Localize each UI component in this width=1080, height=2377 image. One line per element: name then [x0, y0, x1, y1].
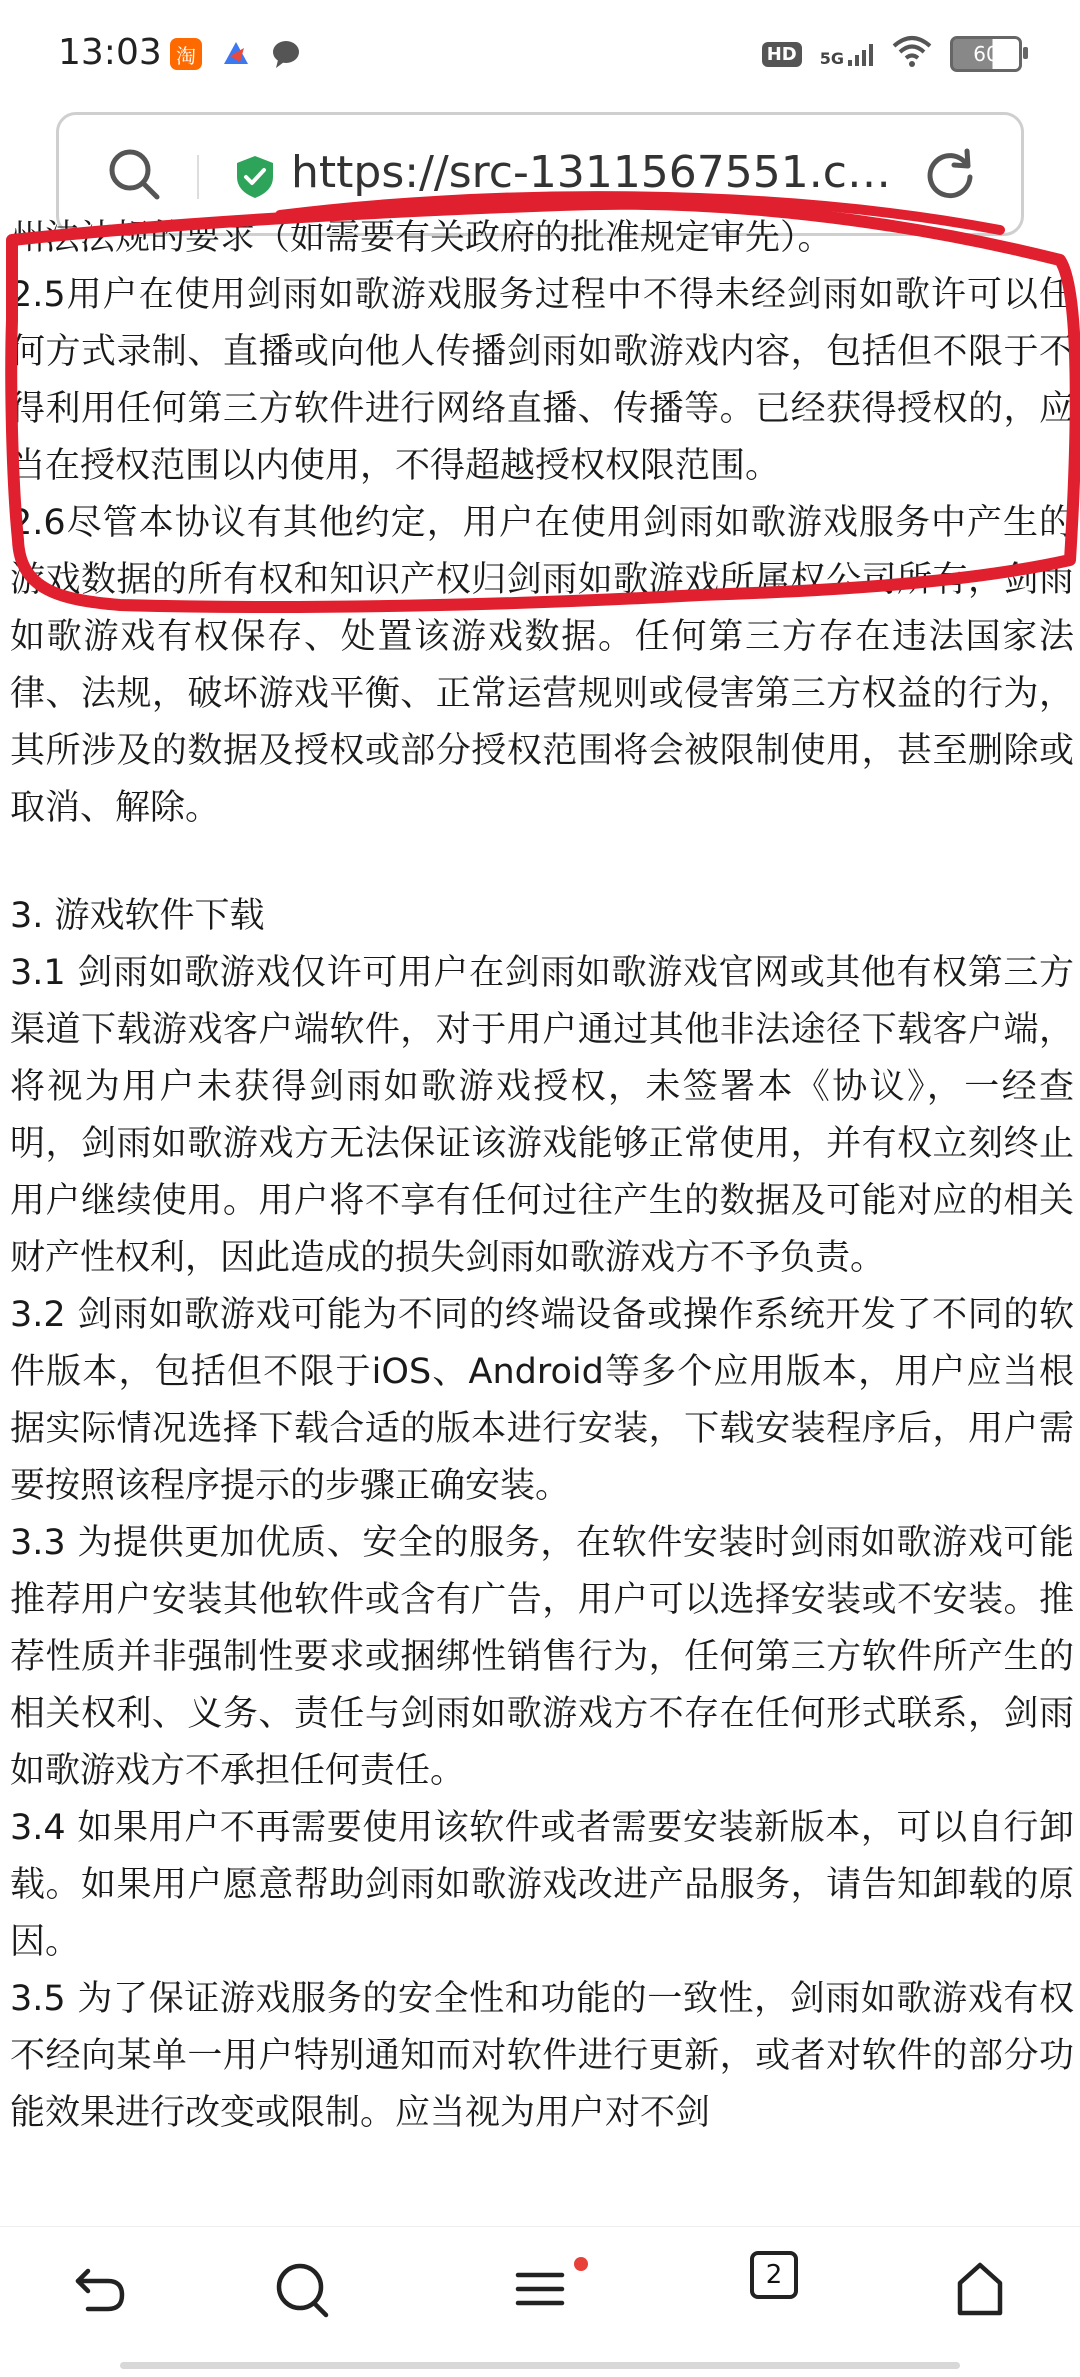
hd-badge: HD: [762, 42, 802, 67]
clause-3-2: 3.2 剑雨如歌游戏可能为不同的终端设备或操作系统开发了不同的软件版本，包括但不限于iOS、Android等多个应用版本，用户应当根据实际情况选择下载合适的版本进行安装，下载安装程序后，用户需要按照该程序提示的步骤正确安装。: [10, 1295, 1074, 1506]
url-divider: [197, 155, 199, 199]
notification-dot: [574, 2257, 588, 2271]
network-type-label: 5G: [819, 49, 844, 68]
section-3-title: 3. 游戏软件下载: [10, 896, 265, 936]
search-icon[interactable]: [103, 143, 167, 207]
url-text[interactable]: https://src-1311567551.c…: [291, 147, 891, 198]
home-icon: [948, 2257, 1012, 2321]
clause-3-5: 3.5 为了保证游戏服务的安全性和功能的一致性，剑雨如歌游戏有权不经向某单一用户特别通知而对软件进行更新，或者对软件的部分功能效果进行改变或限制。应当视为用户对不剑: [10, 1979, 1074, 2133]
clause-2-6: 2.6尽管本协议有其他约定，用户在使用剑雨如歌游戏服务中产生的游戏数据的所有权和知识产权归剑雨如歌游戏所属权公司所有，剑雨如歌游戏有权保存、处置该游戏数据。任何第三方存在违法国家法律、法规，破坏游戏平衡、正常运营规则或侵害第三方权益的行为，其所涉及的数据及授权或部分授权范围将会被限制使用，甚至删除或取消、解除。: [10, 503, 1074, 828]
gesture-bar[interactable]: [120, 2362, 960, 2369]
clause-2-5: 2.5用户在使用剑雨如歌游戏服务过程中不得未经剑雨如歌许可以任何方式录制、直播或向他人传播剑雨如歌游戏内容，包括但不限于不得利用任何第三方软件进行网络直播、传播等。已经获得授权的，应当在授权范围以内使用，不得超越授权权限范围。: [10, 275, 1074, 486]
back-icon: [68, 2257, 132, 2321]
document-content[interactable]: [0, 218, 1080, 2226]
status-time: 13:03: [58, 32, 162, 73]
clause-3-4: 3.4 如果用户不再需要使用该软件或者需要安装新版本，可以自行卸载。如果用户愿意帮助剑雨如歌游戏改进产品服务，请告知卸载的原因。: [10, 1808, 1074, 1962]
search-button[interactable]: [262, 2249, 342, 2329]
feishu-icon: [220, 38, 252, 70]
refresh-icon[interactable]: [921, 145, 979, 203]
clause-2-4-tail: 州法法规的要求（如需要有关政府的批准规定审先）。: [10, 218, 833, 258]
search-icon: [270, 2257, 334, 2321]
secure-shield-icon[interactable]: [231, 153, 279, 201]
wifi-icon: [892, 36, 932, 72]
clause-3-1: 3.1 剑雨如歌游戏仅许可用户在剑雨如歌游戏官网或其他有权第三方渠道下载游戏客户端软件，对于用户通过其他非法途径下载客户端，将视为用户未获得剑雨如歌游戏授权，未签署本《协议》，一经查明，剑雨如歌游戏方无法保证该游戏能够正常使用，并有权立刻终止用户继续使用。用户将不享有任何过往产生的数据及可能对应的相关财产性权利，因此造成的损失剑雨如歌游戏方不予负责。: [10, 953, 1074, 1278]
status-app-icons: [170, 38, 302, 70]
taobao-icon: 淘: [170, 38, 202, 70]
battery-level: 60: [973, 42, 999, 66]
home-button[interactable]: [940, 2249, 1020, 2329]
status-bar: [0, 0, 1080, 110]
battery-indicator: [950, 36, 1022, 72]
bottom-nav: [0, 2226, 1080, 2377]
status-right: [762, 36, 1022, 72]
message-icon: [270, 38, 302, 70]
menu-button[interactable]: [500, 2249, 580, 2329]
clause-3-3: 3.3 为提供更加优质、安全的服务，在软件安装时剑雨如歌游戏可能推荐用户安装其他软件或含有广告，用户可以选择安装或不安装。推荐性质并非强制性要求或捆绑性销售行为，任何第三方软件所产生的相关权利、义务、责任与剑雨如歌游戏方不存在任何形式联系，剑雨如歌游戏方不承担任何责任。: [10, 1523, 1074, 1791]
back-button[interactable]: [60, 2249, 140, 2329]
signal-icon: [820, 40, 874, 68]
tabs-button[interactable]: 2: [750, 2251, 798, 2299]
menu-icon: [508, 2257, 572, 2321]
